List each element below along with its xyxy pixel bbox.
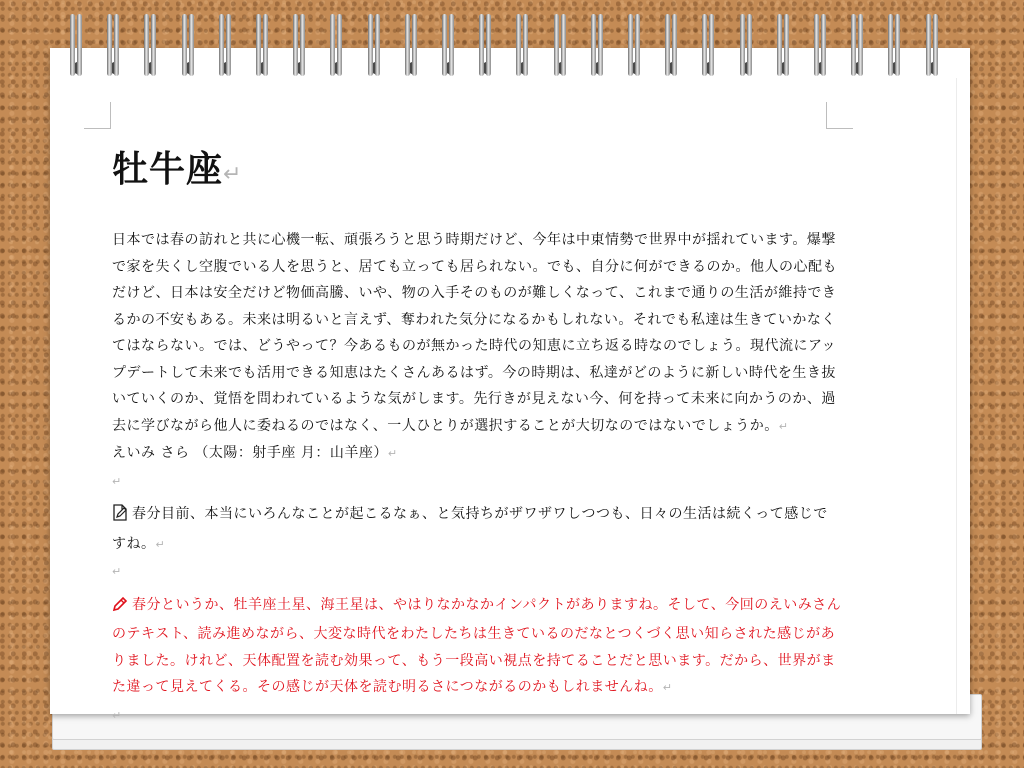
binding-ring — [777, 14, 793, 80]
body-paragraph — [112, 227, 842, 440]
binding-ring — [591, 14, 607, 80]
pencil-icon — [112, 595, 128, 622]
binding-ring — [665, 14, 681, 80]
binding-ring — [219, 14, 235, 80]
empty-line — [112, 468, 842, 496]
binding-ring — [107, 14, 123, 80]
binding-ring — [256, 14, 272, 80]
paragraph-mark: ↵ — [155, 537, 166, 551]
spiral-binding — [70, 14, 950, 84]
binding-ring — [702, 14, 718, 80]
page-margin-line — [956, 78, 957, 714]
memo-icon — [112, 504, 128, 531]
binding-ring — [926, 14, 942, 80]
paragraph-mark: ↵ — [778, 419, 789, 433]
paragraph-mark: ↵ — [662, 681, 673, 694]
document-title — [112, 148, 842, 197]
binding-ring — [368, 14, 384, 80]
binding-ring — [888, 14, 904, 80]
empty-line — [112, 702, 842, 730]
binding-ring — [182, 14, 198, 80]
binding-ring — [554, 14, 570, 80]
paragraph-mark: ↵ — [112, 474, 122, 488]
paragraph-mark: ↵ — [112, 565, 122, 578]
binding-ring — [405, 14, 421, 80]
note-comment — [112, 501, 842, 558]
page-corner-mark-left — [84, 102, 111, 129]
document-body — [112, 148, 842, 729]
binding-ring — [144, 14, 160, 80]
binding-ring — [293, 14, 309, 80]
binding-ring — [851, 14, 867, 80]
binding-ring — [442, 14, 458, 80]
binding-ring — [479, 14, 495, 80]
empty-line — [112, 558, 842, 586]
binding-ring — [70, 14, 86, 80]
note-comment-text: 春分目前、本当にいろんなことが起こるなぁ、と気持ちがザワザワしつつも、日々の生活は続くって感じですね。 — [112, 506, 828, 552]
binding-ring — [516, 14, 532, 80]
editor-comment-text: 春分というか、牡羊座土星、海王星は、やはりなかなかインパクトがありますね。そして、今回のえいみさんのテキスト、読み進めながら、大変な時代をわたしたちは生きているのだなとつくづく思い知らされた感じがありました。けれど、天体配置を読む効果って、もう一段高い視点を持てることだと思います。だから、世界がまた違って見えてくる。その感じが天体を読む明るさにつながるのかもしれませんね。 — [112, 596, 842, 695]
binding-ring — [814, 14, 830, 80]
body-text: 日本では春の訪れと共に心機一転、頑張ろうと思う時期だけど、今年は中東情勢で世界中が揺れています。爆撃で家を失くし空腹でいる人を思うと、居ても立っても居られない。でも、自分に何ができるのか。他人の心配もだけど、日本は安全だけど物価高騰、いや、物の入手そのものが難しくなって、これまで通りの生活が維持できるかの不安もある。未来は明るいと言えず、奪われた気分になるかもしれない。それでも私達は生きていかなくてはならない。では、どうやって？今あるものが無かった時代の知恵に立ち返る時なのでしょう。現代流にアップデートして未来でも活用できる知恵はたくさんあるはず。今の時期は、私達がどのように新しい時代を生き抜いていくのか、覚悟を問われているような気がします。先行きが見えない今、何を持って未来に向かうのか、過去に学びながら他人に委ねるのではなく、一人ひとりが選択することが大切なのではないでしょうか。 — [112, 232, 837, 434]
page-corner-mark-right — [826, 102, 853, 129]
author-line — [112, 440, 842, 468]
paragraph-mark: ↵ — [112, 708, 122, 722]
paragraph-mark: ↵ — [223, 162, 243, 187]
binding-ring — [628, 14, 644, 80]
binding-ring — [740, 14, 756, 80]
binding-ring — [330, 14, 346, 80]
editor-comment — [112, 592, 842, 702]
paragraph-mark: ↵ — [387, 447, 398, 460]
notebook-page — [50, 48, 970, 722]
title-text: 牡牛座 — [112, 149, 224, 190]
author-text: えいみ さら （太陽：射手座 月：山羊座） — [112, 445, 388, 461]
